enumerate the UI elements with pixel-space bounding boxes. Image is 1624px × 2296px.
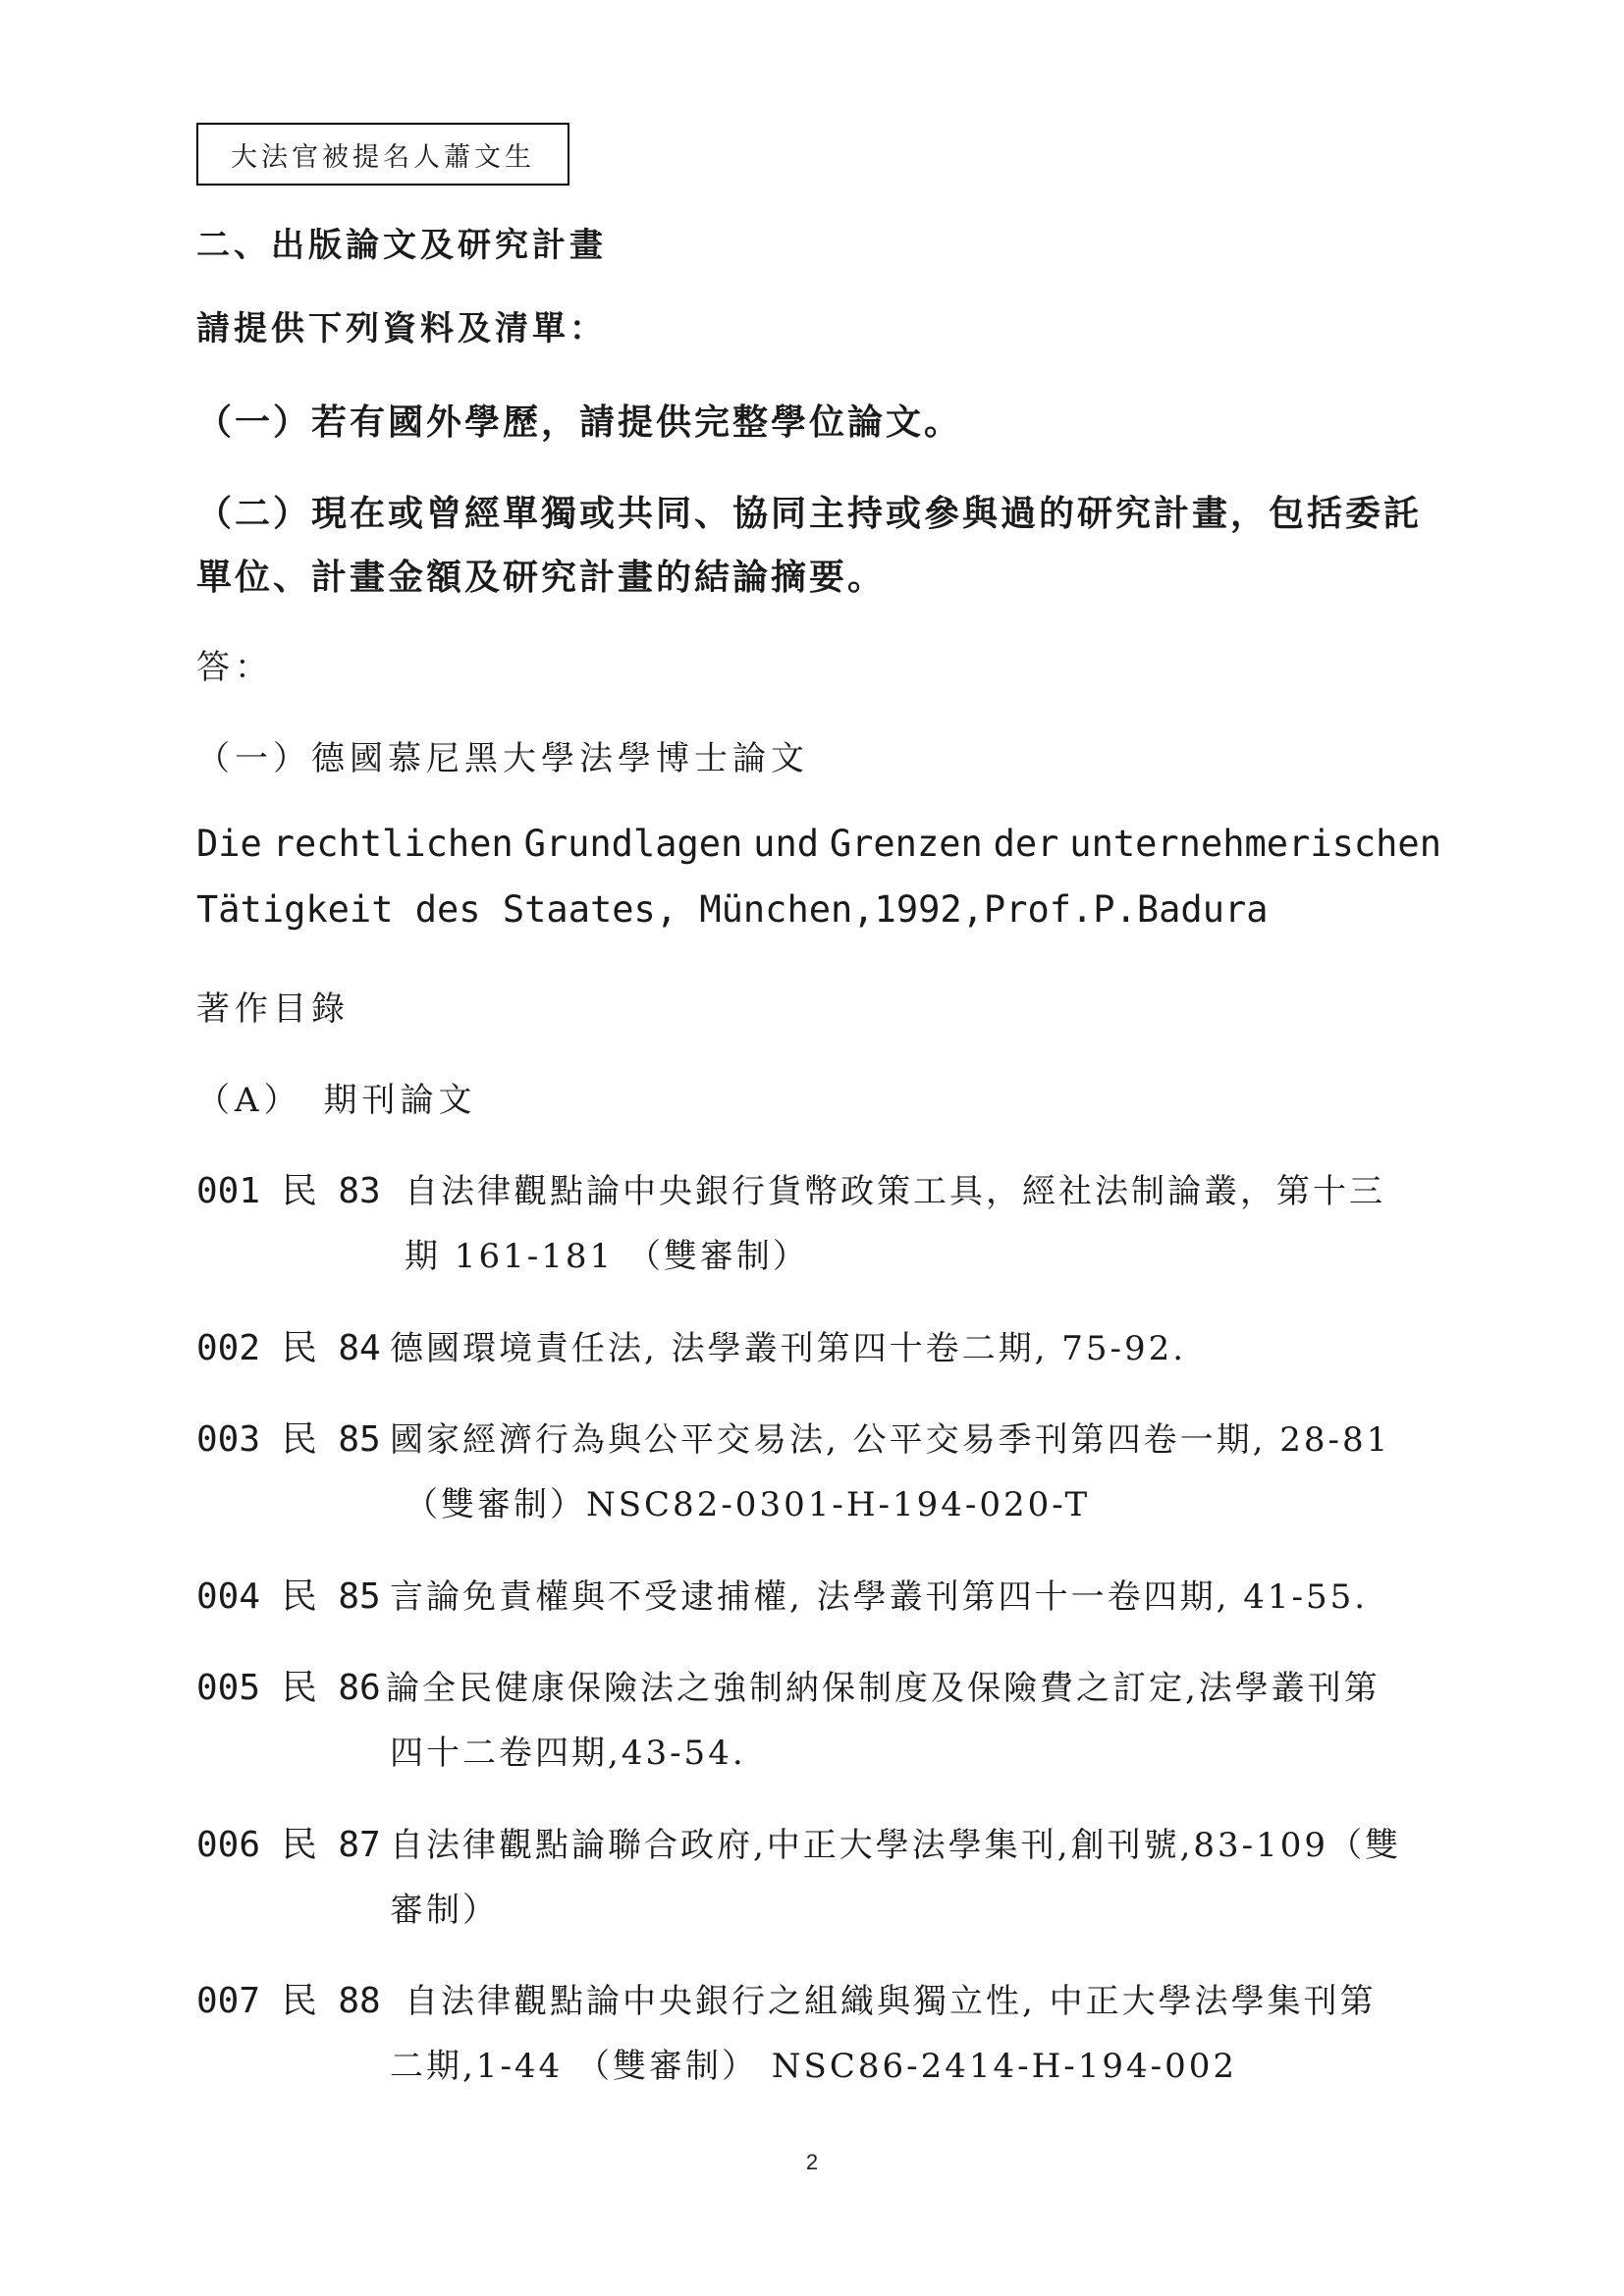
entry-id: 007 民 88 (196, 1981, 381, 2021)
dissertation-heading: （一）德國慕尼黑大學法學博士論文 (196, 739, 809, 778)
title-word: Die (196, 823, 262, 865)
entry-id: 001 民 83 (196, 1171, 381, 1211)
answer-label: 答： (196, 648, 273, 687)
title-word: rechtlichen (272, 823, 514, 865)
entry-line-1: 國家經濟行為與公平交易法, 公平交易季刊第四卷一期, 28-81 (390, 1420, 1391, 1460)
entry-id: 003 民 85 (196, 1419, 381, 1460)
entry-line-1: 自法律觀點論中央銀行貨幣政策工具，經社法制論叢，第十三 (405, 1172, 1385, 1211)
request-item-2-line-1: （二）現在或曾經單獨或共同、協同主持或參與過的研究計畫，包括委託 (196, 493, 1423, 534)
entry-id: 002 民 84 (196, 1328, 381, 1368)
title-word: und (753, 823, 819, 865)
entry-line-2: 審制） (390, 1891, 499, 1930)
works-heading: 著作目錄 (196, 989, 350, 1029)
entry-id: 006 民 87 (196, 1825, 381, 1865)
entry-line-1: 論全民健康保險法之強制納保制度及保險費之訂定,法學叢刊第 (386, 1669, 1380, 1708)
title-word: Grundlagen (523, 823, 743, 865)
dissertation-title-line-1 (196, 823, 1441, 865)
title-word: der (993, 823, 1059, 865)
entry-id: 005 民 86 (196, 1668, 381, 1708)
nominee-label: 大法官被提名人蕭文生 (231, 141, 535, 173)
entry-line-1: 德國環境責任法, 法學叢刊第四十卷二期, 75-92. (390, 1329, 1187, 1368)
title-word: Grenzen (829, 823, 983, 865)
entry-id: 004 民 85 (196, 1576, 381, 1617)
entry-line-1: 自法律觀點論聯合政府,中正大學法學集刊,創刊號,83-109（雙 (390, 1826, 1402, 1865)
dissertation-title-line-2: Tätigkeit des Staates, München,1992,Prof.P.Badura (196, 888, 1269, 931)
entry-line-2: 四十二卷四期,43-54. (390, 1734, 746, 1773)
page-number: 2 (805, 2150, 819, 2174)
entry-line-2: （雙審制）NSC82-0301-H-194-020-T (405, 1485, 1091, 1524)
request-line: 請提供下列資料及清單： (196, 309, 607, 348)
title-word: unternehmerischen (1069, 823, 1441, 865)
entry-line-1: 言論免責權與不受逮捕權, 法學叢刊第四十一卷四期, 41-55. (390, 1577, 1369, 1617)
entry-line-2: 二期,1-44 （雙審制） NSC86-2414-H-194-002 (390, 2047, 1238, 2086)
section-title: 二、出版論文及研究計畫 (196, 226, 607, 265)
entry-line-1: 自法律觀點論中央銀行之組織與獨立性, 中正大學法學集刊第 (405, 1982, 1377, 2021)
category-a-heading: （A） 期刊論文 (196, 1081, 477, 1120)
entry-line-2: 期 161-181 （雙審制） (405, 1237, 809, 1276)
request-item-2-line-2: 單位、計畫金額及研究計畫的結論摘要。 (196, 557, 887, 598)
nominee-label-box (196, 123, 569, 186)
request-item-1: （一）若有國外學歷，請提供完整學位論文。 (196, 401, 963, 443)
